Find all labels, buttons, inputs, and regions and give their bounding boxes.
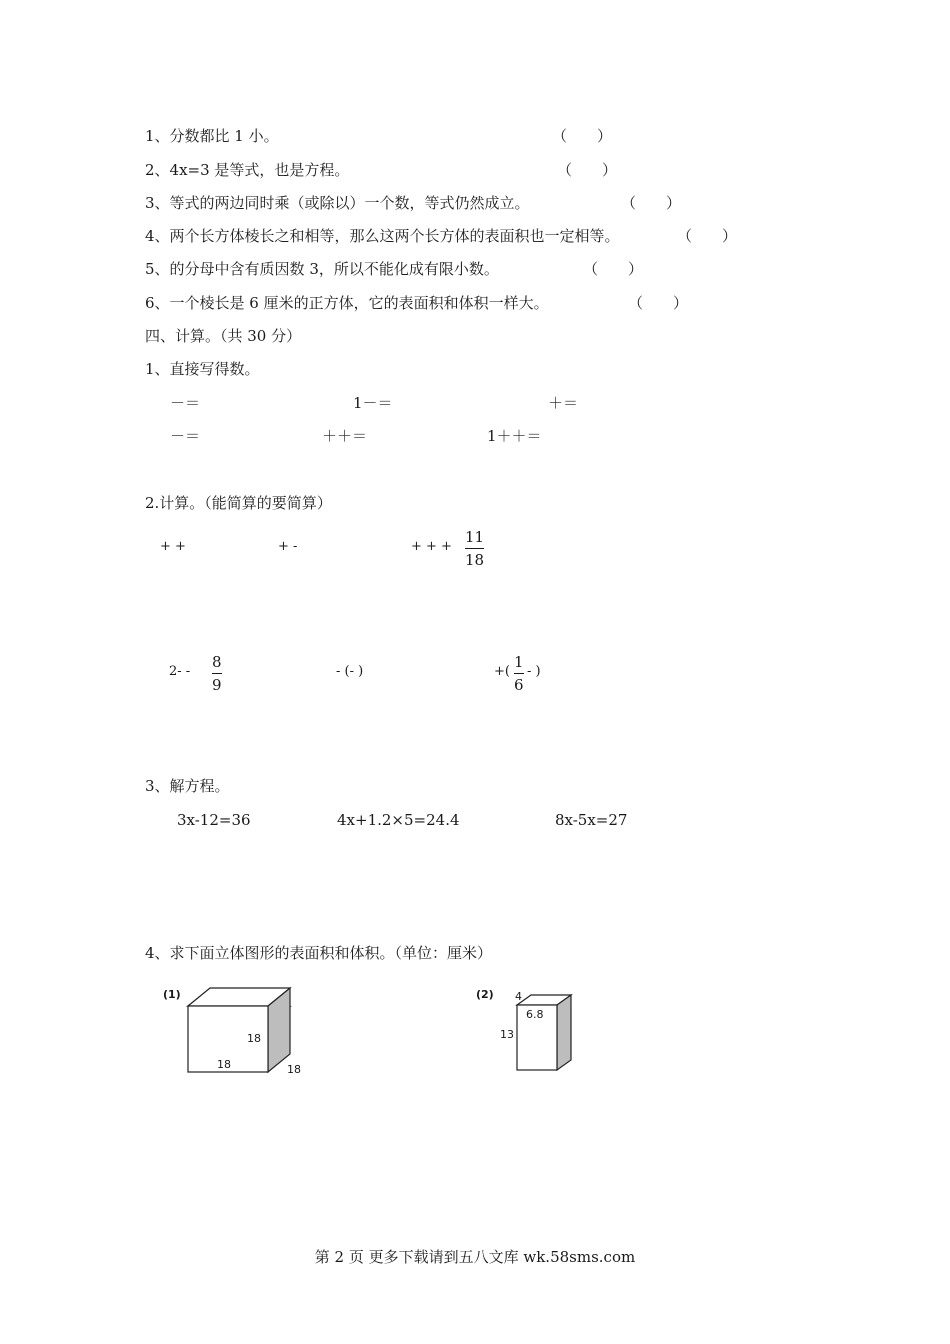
fraction-denominator: 9 [212, 676, 222, 694]
figure-2-label: (2) [476, 988, 494, 1001]
fraction-bar [212, 673, 222, 674]
figure-2-top-depth-label: 6.8 [526, 1008, 544, 1021]
q2-expr-6-prefix: +( [494, 664, 510, 679]
q2-title: 2.计算。（能简算的要简算） [145, 494, 332, 512]
judge-item-1: 1、分数都比 1 小。 [145, 127, 279, 145]
q2-expr-2: + - [278, 539, 298, 554]
q1-expr-6: 1＋＋＝ [487, 427, 542, 445]
fraction-numerator: 8 [212, 653, 222, 671]
judge-item-2: 2、4x=3 是等式，也是方程。 [145, 161, 350, 179]
figure-2-top-width-label: 4 [515, 990, 522, 1003]
judge-item-4: 4、两个长方体棱长之和相等，那么这两个长方体的表面积也一定相等。 [145, 227, 620, 245]
judge-item-5: 5、的分母中含有质因数 3，所以不能化成有限小数。 [145, 260, 499, 278]
q2-expr-4: 2- - [169, 664, 191, 679]
judge-paren-6: （ ） [628, 294, 689, 312]
q3-equation-3: 8x-5x=27 [555, 811, 628, 829]
q1-expr-5: ＋＋＝ [322, 427, 368, 445]
figure-1-depth-label: 18 [287, 1063, 301, 1076]
fraction-numerator: 1 [514, 653, 524, 671]
q3-title: 3、解方程。 [145, 777, 230, 795]
q2-expr-6-suffix: - ) [527, 664, 541, 679]
q1-expr-2: 1－＝ [353, 394, 393, 412]
figure-1-height-label: 18 [247, 1032, 261, 1045]
judge-item-6: 6、一个棱长是 6 厘米的正方体，它的表面积和体积一样大。 [145, 294, 549, 312]
figure-1-label: (1) [163, 988, 181, 1001]
q2-expr-3: + + + [411, 539, 452, 554]
q1-expr-3: ＋＝ [548, 394, 579, 412]
figure-1-width-label: 18 [217, 1058, 231, 1071]
q4-title: 4、求下面立体图形的表面积和体积。（单位：厘米） [145, 944, 493, 962]
fraction-bar [514, 673, 524, 674]
fraction-denominator: 6 [514, 676, 524, 694]
q3-equation-2: 4x+1.2×5=24.4 [337, 811, 460, 829]
fraction-denominator: 18 [465, 551, 485, 569]
judge-paren-4: （ ） [677, 227, 738, 245]
judge-paren-3: （ ） [621, 194, 682, 212]
figure-2-height-label: 13 [500, 1028, 514, 1041]
q1-expr-4: －＝ [170, 427, 201, 445]
fraction-bar [465, 548, 484, 549]
q2-expr-5: - (- ) [336, 664, 364, 679]
q3-equation-1: 3x-12=36 [177, 811, 251, 829]
q2-fraction-11-18 [465, 528, 484, 569]
fraction-numerator: 11 [465, 528, 485, 546]
judge-paren-2: （ ） [557, 161, 618, 179]
judge-paren-1: （ ） [552, 127, 613, 145]
cuboid-side-face [557, 995, 571, 1070]
q2-expr-1: + + [160, 539, 186, 554]
section-title: 四、计算。（共 30 分） [145, 327, 302, 345]
q1-expr-1: －＝ [170, 394, 201, 412]
q2-fraction-1-6 [514, 653, 524, 694]
q1-title: 1、直接写得数。 [145, 360, 260, 378]
judge-item-3: 3、等式的两边同时乘（或除以）一个数，等式仍然成立。 [145, 194, 530, 212]
q2-fraction-8-9 [212, 653, 222, 694]
page-footer: 第 2 页 更多下载请到五八文库 wk.58sms.com [314, 1248, 636, 1266]
judge-paren-5: （ ） [583, 260, 644, 278]
